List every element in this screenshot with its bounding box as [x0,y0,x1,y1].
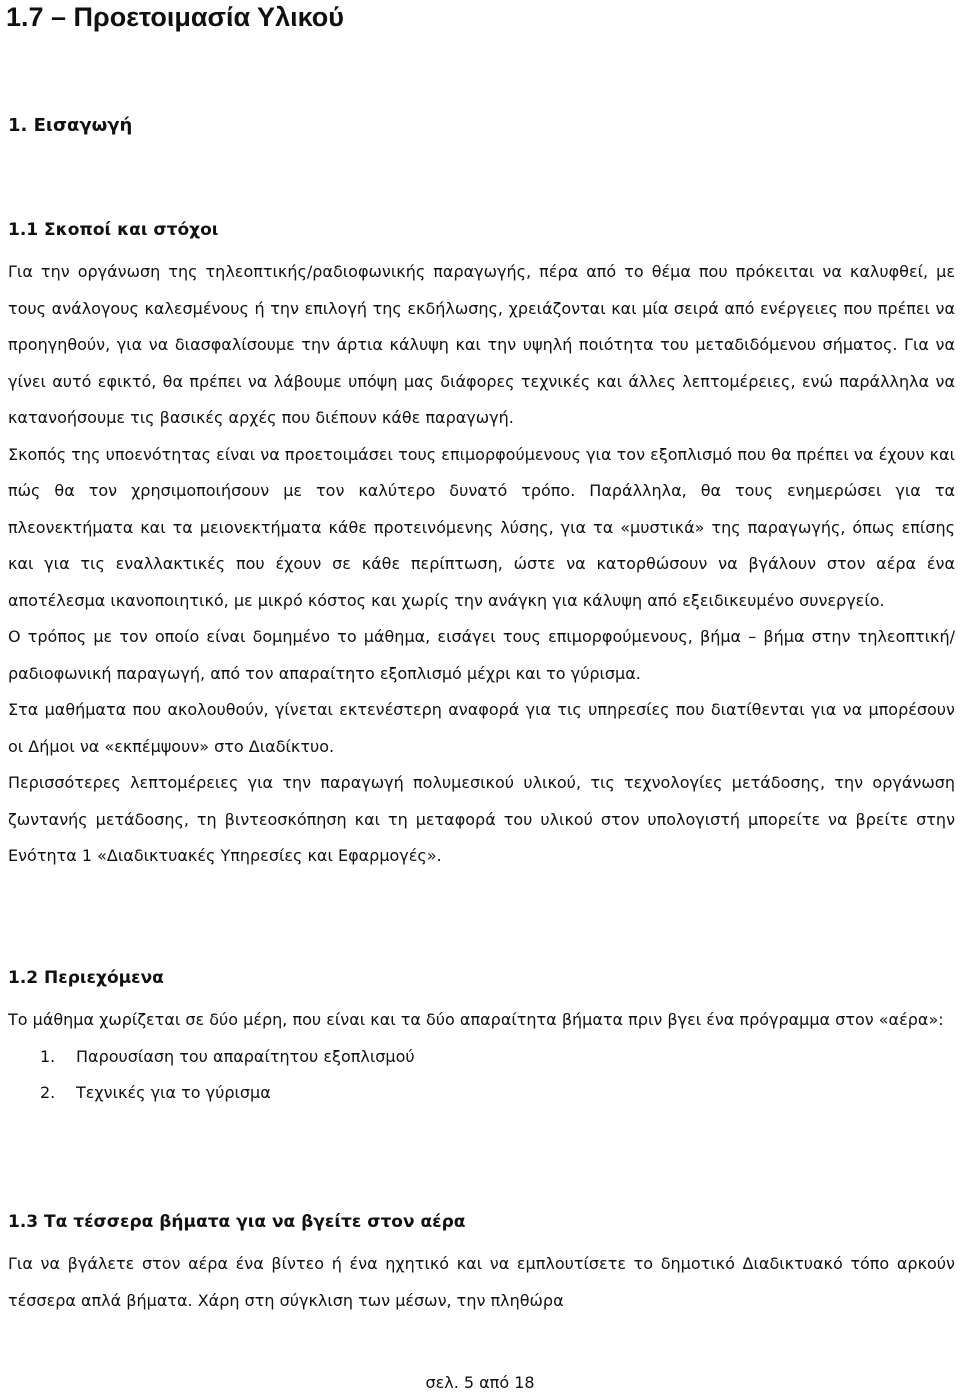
contents-list [8,1039,955,1111]
paragraph-goals-1: Για την οργάνωση της τηλεοπτικής/ραδιοφωνικής παραγωγής, πέρα από το θέμα που πρόκειται να καλυφθεί, με τους ανάλογους καλεσμένους ή την επιλογή της εκδήλωσης, χρειάζονται και μία σειρά από ενέργειες που πρέπει να προηγηθούν, για να διασφαλίσουμε την άρτια κάλυψη και την υψηλή ποιότητα του μεταδιδόμενου σήματος. Για να γίνει αυτό εφικτό, θα πρέπει να λάβουμε υπόψη μας διάφορες τεχνικές και άλλες λεπτομέρειες, ενώ παράλληλα να κατανοήσουμε τις βασικές αρχές που διέπουν κάθε παραγωγή. [8,262,955,427]
section-contents [8,966,955,1111]
paragraph-goals-5: Περισσότερες λεπτομέρειες για την παραγωγή πολυμεσικού υλικού, τις τεχνολογίες μετάδοσης, την οργάνωση ζωντανής μετάδοσης, τη βιντεοσκόπηση και τη μεταφορά του υλικού στον υπολογιστή μπορείτε να βρείτε στην Ενότητα 1 «Διαδικτυακές Υπηρεσίες και Εφαρμογές». [8,773,955,865]
section-goals [8,218,955,875]
list-item [8,1075,955,1111]
paragraph-goals-4: Στα μαθήματα που ακολουθούν, γίνεται εκτενέστερη αναφορά για τις υπηρεσίες που διατίθενται για να μπορέσουν οι Δήμοι να «εκπέμψουν» στο Διαδίκτυο. [8,700,955,756]
section-title-goals: 1.1 Σκοποί και στόχοι [8,220,219,240]
page-number: σελ. 5 από 18 [425,1373,535,1392]
list-item-number: 1. [40,1046,56,1066]
list-item-text: Τεχνικές για το γύρισμα [76,1082,271,1102]
paragraph-contents: Το μάθημα χωρίζεται σε δύο μέρη, που είναι και τα δύο απαραίτητα βήματα πριν βγει ένα πρόγραμμα στον «αέρα»: [8,1010,944,1029]
list-item [8,1039,955,1075]
section-four-steps [8,1210,955,1319]
list-item-number: 2. [40,1082,56,1102]
page-footer [0,1372,960,1394]
paragraph-goals-3: Ο τρόπος με τον οποίο είναι δομημένο το μάθημα, εισάγει τους επιμορφούμενους, βήμα – βήμα στην τηλεοπτική/ραδιοφωνική παραγωγή, από τον απαραίτητο εξοπλισμό μέχρι και το γύρισμα. [8,627,955,683]
paragraph-four-steps: Για να βγάλετε στον αέρα ένα βίντεο ή ένα ηχητικό και να εμπλουτίσετε το δημοτικό Διαδικτυακό τόπο αρκούν τέσσερα απλά βήματα. Χάρη στη σύγκλιση των μέσων, την πληθώρα [8,1254,955,1310]
section-title-contents: 1.2 Περιεχόμενα [8,968,164,988]
section-title-four-steps: 1.3 Τα τέσσερα βήματα για να βγείτε στον αέρα [8,1212,466,1232]
intro-heading: 1. Εισαγωγή [8,115,133,136]
paragraph-goals-2: Σκοπός της υποενότητας είναι να προετοιμάσει τους επιμορφούμενους για τον εξοπλισμό που θα πρέπει να έχουν και πώς θα τον χρησιμοποιήσουν με τον καλύτερο δυνατό τρόπο. Παράλληλα, θα τους ενημερώσει για τα πλεονεκτήματα και τα μειονεκτήματα κάθε προτεινόμενης λύσης, για τα «μυστικά» της παραγωγής, όπως επίσης και για τις εναλλακτικές που έχουν σε κάθε περίπτωση, ώστε να κατορθώσουν να βγάλουν στον αέρα ένα αποτέλεσμα ικανοποιητικό, με μικρό κόστος και χωρίς την ανάγκη για κάλυψη από εξειδικευμένο συνεργείο. [8,444,955,610]
list-item-text: Παρουσίαση του απαραίτητου εξοπλισμού [76,1046,415,1066]
chapter-title: 1.7 – Προετοιμασία Υλικού [6,2,344,32]
